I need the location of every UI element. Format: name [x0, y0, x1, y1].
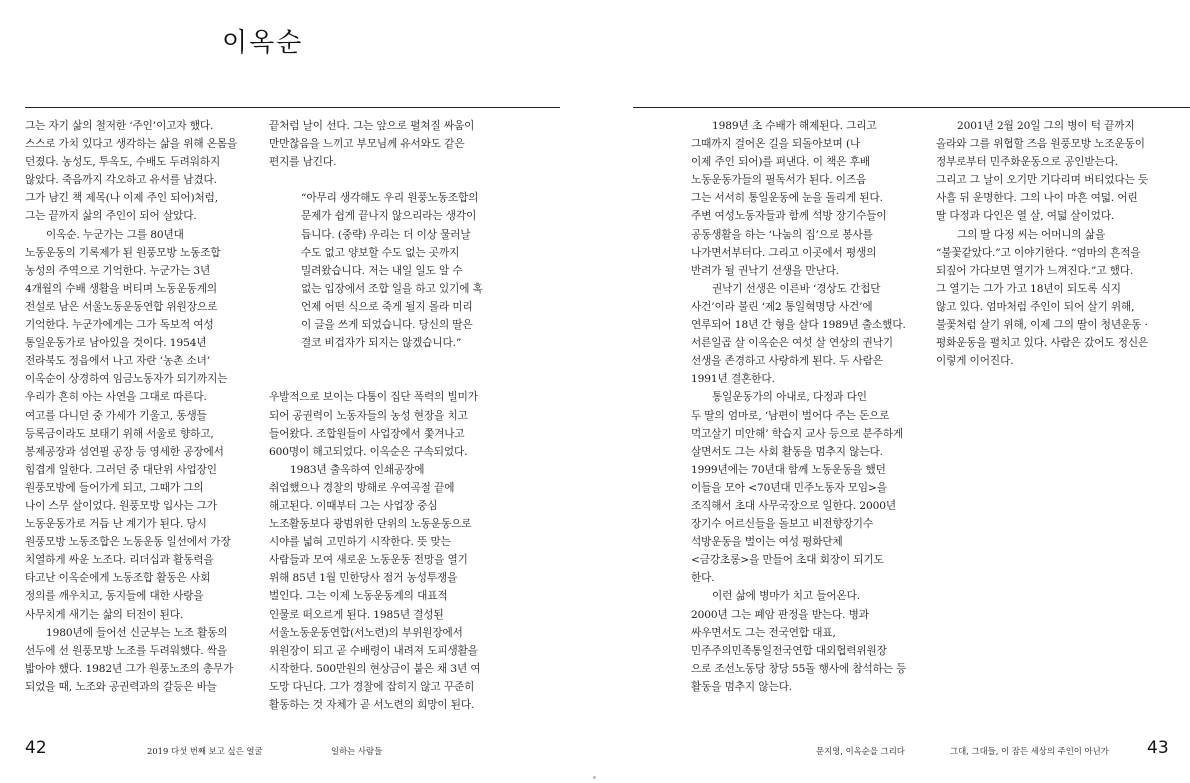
- text-line: 나가면서부터다. 그리고 이곳에서 평생의: [691, 246, 877, 259]
- text-line: 원풍모방에 들어가게 되고, 그때가 그의: [25, 481, 204, 494]
- text-line: 타고난 이옥순에게 노동조합 활동은 사회: [25, 572, 211, 585]
- text-line: 정부로부터 민주화운동으로 공인받는다.: [936, 156, 1119, 169]
- text-line: 우발적으로 보이는 다툼이 집단 폭력의 빌미가: [269, 391, 478, 404]
- text-line: 듭니다. (중략) 우리는 더 이상 물러날: [301, 228, 471, 241]
- text-line: 그는 서서히 통일운동에 눈을 돌리게 된다.: [691, 192, 883, 205]
- footer-author: 문지영, 이옥순을 그리다: [816, 746, 905, 756]
- text-line: 두 딸의 엄마로, ‘남편이 벌어다 주는 돈으로: [691, 409, 890, 422]
- text-line: 밟아야 했다. 1982년 그가 원풍노조의 총무가: [25, 662, 234, 675]
- text-line: 등록금이라도 보태기 위해 서울로 향하고,: [25, 427, 214, 440]
- text-line: 먹고살기 미안해’ 학습지 교사 등으로 분주하게: [691, 427, 904, 440]
- text-line: 이옥순. 누군가는 그를 80년대: [46, 228, 184, 241]
- text-line: 그리고 그 날이 오기만 기다리며 버티었다는 듯: [936, 174, 1149, 187]
- text-line: 평화운동을 펼치고 있다. 사람은 갔어도 정신은: [936, 337, 1149, 350]
- text-line: 도망 다닌다. 그가 경찰에 잡히지 않고 꾸준히: [269, 680, 475, 693]
- text-line: [269, 352, 483, 370]
- text-line: 민주주의민족통일전국연합 대외협력위원장: [691, 644, 887, 657]
- text-line: 끝처럼 날이 선다. 그는 앞으로 펼쳐질 싸움이: [269, 120, 475, 132]
- text-line: 공동생활을 하는 ‘나눔의 집’으로 봉사를: [691, 228, 873, 241]
- text-line: 으로 조선노동당 창당 55돌 행사에 참석하는 등: [691, 662, 907, 675]
- text-line: 전라북도 정읍에서 나고 자란 ‘농촌 소녀’: [25, 355, 211, 368]
- text-line: 그의 딸 다정 씨는 어머니의 삶을: [957, 228, 1106, 241]
- text-line: 그 열기는 그가 가고 18년이 되도록 식지: [936, 282, 1121, 295]
- text-line: 문제가 쉽게 끝나지 않으리라는 생각이: [301, 210, 477, 223]
- text-line: 석방운동을 벌이는 여성 평화단체: [691, 536, 843, 549]
- text-line: 서른일곱 살 이옥순은 여섯 살 연상의 권낙기: [691, 337, 894, 350]
- text-line: 한다.: [691, 572, 715, 585]
- text-line: 들어왔다. 조합원들이 사업장에서 쫓겨나고: [269, 427, 465, 440]
- text-line: 해고된다. 이때부터 그는 사업장 중심: [269, 499, 438, 512]
- text-line: 사무치게 새기는 삶의 터전이 된다.: [25, 608, 184, 621]
- text-line: 이옥순이 상경하여 임금노동자가 되기까지는: [25, 373, 228, 386]
- text-line: 정의를 깨우치고, 동지들에 대한 사랑을: [25, 590, 204, 603]
- text-line: 않고 있다. 엄마처럼 주인이 되어 살기 위해,: [936, 300, 1135, 313]
- text-line: 원풍모방 노동조합은 노동운동 일선에서 가장: [25, 536, 231, 549]
- text-line: 던졌다. 농성도, 투옥도, 수배도 두려워하지: [25, 156, 221, 169]
- footer-issue: 2019 다섯 번째 보고 싶은 얼굴: [147, 746, 263, 756]
- header-rule: [25, 107, 560, 108]
- text-line: 되어 공권력이 노동자들의 농성 현장을 치고: [269, 409, 468, 422]
- text-line: 주변 여성노동자들과 함께 석방 장기수들이: [691, 210, 887, 223]
- text-line: 밀려왔습니다. 저는 내일 일도 알 수: [301, 264, 463, 277]
- text-line: 600명이 해고되었다. 이옥순은 구속되었다.: [269, 445, 468, 458]
- text-line: 인물로 떠오르게 된다. 1985년 결성된: [269, 608, 444, 621]
- text-line: 그때까지 걸어온 길을 되돌아보며 (나: [691, 138, 861, 151]
- text-line: 않았다. 죽음까지 각오하고 유서를 남겼다.: [25, 174, 217, 187]
- text-line: 치열하게 싸운 노조다. 리더십과 활동력을: [25, 554, 214, 567]
- text-line: 1980년에 들어선 신군부는 노조 활동의: [46, 626, 228, 639]
- text-line: 이 글을 쓰게 되었습니다. 당신의 딸은: [301, 319, 473, 332]
- text-line: 1991년 결혼한다.: [691, 373, 775, 386]
- text-line: 활동하는 것 자체가 곧 서노련의 희망이 된다.: [269, 699, 475, 711]
- text-column-2: [269, 117, 483, 714]
- text-line: 1983년 출옥하여 인쇄공장에: [290, 463, 425, 476]
- text-column-1: [25, 117, 237, 696]
- text-line: 1999년에는 70년대 함께 노동운동을 했던: [691, 463, 886, 476]
- text-line: 전설로 남은 서울노동운동연합 위원장으로: [25, 300, 218, 313]
- text-line: 봉제공장과 섬연필 공장 등 영세한 공장에서: [25, 445, 224, 458]
- text-line: 사건’이라 불린 ‘제2 통일혁명당 사건’에: [691, 300, 873, 313]
- text-line: 이제 주인 되어)를 펴낸다. 이 책은 후배: [691, 156, 870, 169]
- text-line: 딸 다정과 다인은 열 살, 여덟 살이었다.: [936, 210, 1115, 223]
- text-line: 조직해서 초대 사무국장으로 일한다. 2000년: [691, 499, 897, 512]
- text-line: 2001년 2월 20일 그의 병이 턱 끝까지: [957, 120, 1135, 132]
- header-rule: [633, 107, 1190, 108]
- text-line: 기억한다. 누군가에게는 그가 독보적 여성: [25, 319, 214, 332]
- text-line: 나이 스무 살이었다. 원풍모방 입사는 그가: [25, 499, 217, 512]
- text-line: 통일운동가의 아내로, 다정과 다인: [712, 391, 867, 404]
- text-line: <금강초롱>을 만들어 초대 회장이 되기도: [691, 554, 884, 567]
- text-line: 선생을 존경하고 사랑하게 된다. 두 사람은: [691, 355, 883, 368]
- text-line: 이런 삶에 병마가 치고 들어온다.: [712, 590, 861, 603]
- text-line: 없는 입장에서 조합 일을 하고 있기에 혹: [301, 282, 483, 295]
- text-line: 노동운동가들의 필독서가 된다. 이즈음: [691, 174, 867, 187]
- text-line: 시작한다. 500만원의 현상금이 붙은 채 3년 여: [269, 662, 481, 675]
- text-line: 선두에 선 원풍모방 노조를 두려워했다. 싹을: [25, 644, 228, 657]
- text-line: 벌인다. 그는 이제 노동운동계의 대표적: [269, 590, 448, 603]
- text-line: 싸우면서도 그는 전국연합 대표,: [691, 626, 836, 639]
- text-line: 스스로 가치 있다고 생각하는 삶을 위해 온몸을: [25, 138, 238, 151]
- text-line: 시야를 넓혀 고민하기 시작한다. 뜻 맞는: [269, 536, 451, 549]
- text-line: 4개월의 수배 생활을 버티며 노동운동계의: [25, 282, 217, 295]
- page-title: 이옥순: [222, 28, 304, 58]
- text-line: 이들을 모아 <70년대 민주노동자 모임>을: [691, 481, 887, 494]
- text-line: 그가 남긴 책 제목(나 이제 주인 되어)처럼,: [25, 192, 219, 205]
- text-line: 사람들과 모여 새로운 노동운동 전망을 열기: [269, 554, 468, 567]
- right-page: [595, 0, 1190, 783]
- text-line: 살면서도 그는 사회 활동을 멈추지 않는다.: [691, 445, 883, 458]
- footer-section: 일하는 사람들: [331, 746, 383, 756]
- text-line: 우리가 흔히 아는 사연을 그대로 따른다.: [25, 391, 207, 404]
- text-line: 통일운동가로 남아있을 것이다. 1954년: [25, 337, 207, 350]
- text-line: 수도 없고 양보할 수도 없는 곳까지: [301, 246, 460, 259]
- text-column-1: [691, 117, 906, 696]
- text-line: 결코 비겁자가 되지는 않겠습니다.”: [301, 337, 462, 350]
- gutter-mark: [593, 776, 596, 779]
- text-line: “불꽃같았다.”고 이야기한다. “엄마의 흔적을: [936, 246, 1141, 259]
- page-number: 43: [1147, 738, 1169, 758]
- text-line: 올라와 그를 위협할 즈음 원풍모방 노조운동이: [936, 138, 1145, 151]
- text-line: 이렇게 이어진다.: [936, 355, 1014, 368]
- text-line: 위원장이 되고 곧 수배령이 내려져 도피생활을: [269, 644, 478, 657]
- text-line: 되짚어 가다보면 열기가 느껴진다.”고 했다.: [936, 264, 1134, 277]
- text-line: [269, 171, 483, 189]
- text-line: 편지를 남긴다.: [269, 156, 337, 169]
- text-line: 장기수 어르신들을 돌보고 비전향장기수: [691, 518, 874, 531]
- text-line: 만만찮음을 느끼고 부모님께 유서와도 같은: [269, 138, 465, 151]
- text-line: 노동운동가로 거듭 난 계기가 된다. 당시: [25, 518, 207, 531]
- text-line: 불꽃처럼 살기 위해, 이제 그의 딸이 청년운동 ·: [936, 319, 1148, 332]
- text-line: 연루되어 18년 간 형을 살다 1989년 출소했다.: [691, 319, 906, 332]
- text-line: 여고를 다니던 중 가세가 기울고, 동생들: [25, 409, 207, 422]
- text-line: 힘겹게 일한다. 그러던 중 대단위 사업장인: [25, 463, 217, 476]
- text-line: 그는 끝까지 삶의 주인이 되어 살았다.: [25, 210, 197, 223]
- text-line: 1989년 초 수배가 해제된다. 그리고: [712, 120, 877, 132]
- text-line: 반려가 될 권낙기 선생을 만난다.: [691, 264, 840, 277]
- text-line: 취업했으나 경찰의 방해로 우여곡절 끝에: [269, 481, 455, 494]
- text-line: 서울노동운동연합(서노련)의 부위원장에서: [269, 626, 463, 639]
- text-line: “아무리 생각해도 우리 원풍노동조합의: [301, 192, 479, 205]
- text-column-2: [936, 117, 1148, 370]
- text-line: 노조활동보다 광범위한 단위의 노동운동으로: [269, 518, 472, 531]
- footer-section: 그대, 그대들, 이 잠든 세상의 주인이 아닌가: [950, 746, 1109, 756]
- text-line: [269, 370, 483, 388]
- text-line: 농성의 주역으로 기억한다. 누군가는 3년: [25, 264, 211, 277]
- page-number: 42: [25, 738, 47, 758]
- text-line: 언제 어떤 식으로 죽게 될지 몰라 미리: [301, 300, 473, 313]
- text-line: 활동을 멈추지 않는다.: [691, 680, 793, 693]
- text-line: 되었을 때, 노조와 공권력과의 갈등은 바늘: [25, 680, 217, 693]
- text-line: 그는 자기 삶의 철저한 ‘주인’이고자 했다.: [25, 120, 214, 132]
- text-line: 위해 85년 1월 민한당사 점거 농성투쟁을: [269, 572, 458, 585]
- text-line: 사흘 뒤 운명한다. 그의 나이 마흔 여덟. 어린: [936, 192, 1138, 205]
- text-line: 2000년 그는 폐암 판정을 받는다. 병과: [691, 608, 869, 621]
- text-line: 노동운동의 기록제가 된 원풍모방 노동조합: [25, 246, 221, 259]
- text-line: 권낙기 선생은 이른바 ‘경상도 간첩단: [712, 282, 881, 295]
